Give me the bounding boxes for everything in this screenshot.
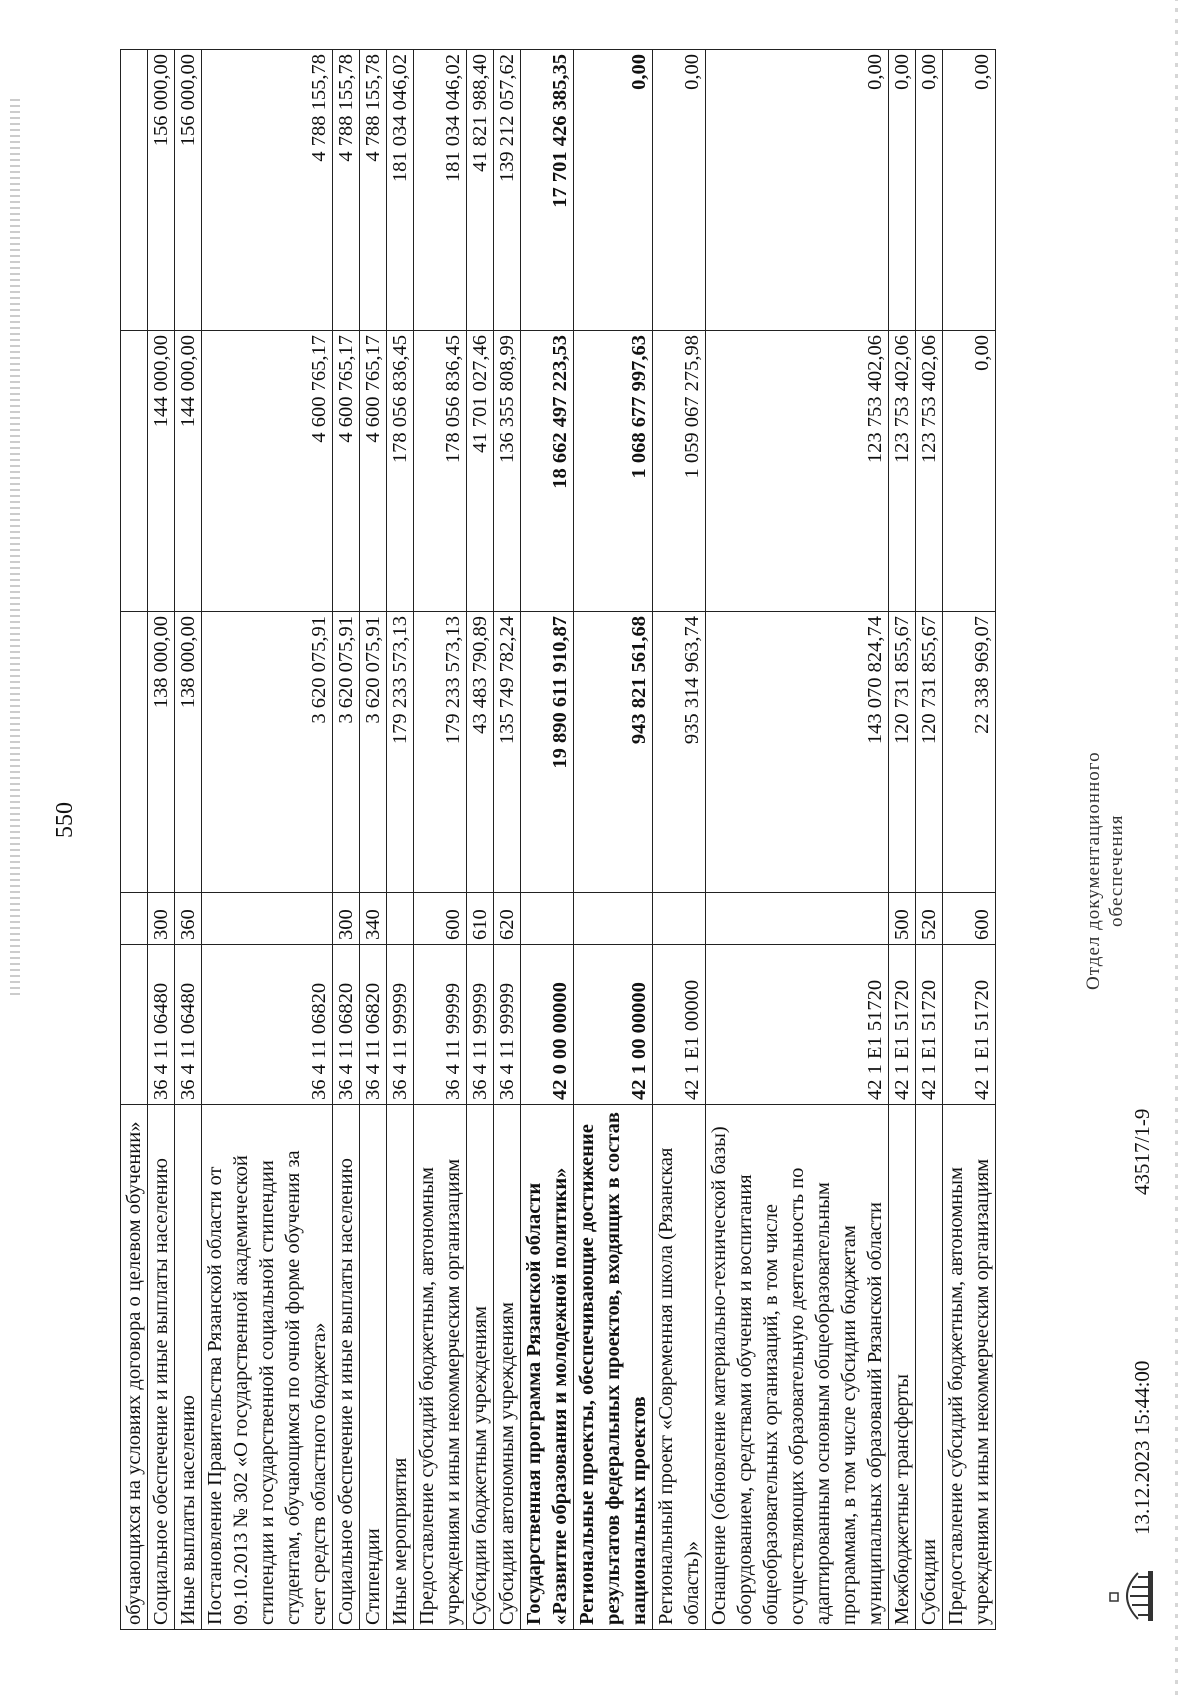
row-value-2025-cell: 123 753 402,06 — [706, 331, 889, 612]
row-value-2026-cell: 181 034 046,02 — [387, 50, 414, 331]
row-expense-type-cell: 600 — [414, 893, 467, 945]
row-value-2025-cell: 144 000,00 — [148, 331, 175, 612]
row-value-2024-cell: 3 620 075,91 — [202, 612, 333, 893]
table-row — [706, 50, 889, 1630]
table-row — [175, 50, 202, 1630]
row-expense-type-cell: 300 — [148, 893, 175, 945]
row-value-2026-cell: 0,00 — [706, 50, 889, 331]
row-code-cell: 36 4 11 99999 — [387, 945, 414, 1105]
row-name-cell: Стипендии — [360, 1105, 387, 1630]
stamp-line-1: Отдел документационного — [1083, 751, 1104, 990]
row-expense-type-cell: 520 — [916, 893, 943, 945]
row-expense-type-cell: 620 — [494, 893, 521, 945]
row-code-cell: 36 4 11 06820 — [360, 945, 387, 1105]
table-row — [333, 50, 360, 1630]
row-code-cell: 42 1 E1 51720 — [889, 945, 916, 1105]
table-row — [916, 50, 943, 1630]
row-name-cell: обучающихся на условиях договора о целевом обучении» — [121, 1105, 148, 1630]
row-name-cell: Региональные проекты, обеспечивающие достижение результатов федеральных проектов, входящих в состав национальных проектов — [574, 1105, 653, 1630]
row-name-cell: Региональный проект «Современная школа (Рязанская область)» — [653, 1105, 706, 1630]
table-row — [521, 50, 574, 1630]
row-name-cell: Иные выплаты населению — [175, 1105, 202, 1630]
row-value-2025-cell: 41 701 027,46 — [467, 331, 494, 612]
row-expense-type-cell: 300 — [333, 893, 360, 945]
row-value-2024-cell: 43 483 790,89 — [467, 612, 494, 893]
row-code-cell: 42 0 00 00000 — [521, 945, 574, 1105]
scan-artifact-top — [10, 95, 20, 995]
footer-document-id: 43517/1-9 — [1130, 1108, 1154, 1195]
table-row — [574, 50, 653, 1630]
table-row — [467, 50, 494, 1630]
table-row — [889, 50, 916, 1630]
row-value-2025-cell: 4 600 765,17 — [202, 331, 333, 612]
row-value-2026-cell: 0,00 — [889, 50, 916, 331]
row-code-cell: 42 1 00 00000 — [574, 945, 653, 1105]
row-name-cell: Социальное обеспечение и иные выплаты населению — [333, 1105, 360, 1630]
row-value-2024-cell: 179 233 573,13 — [414, 612, 467, 893]
row-expense-type-cell — [706, 893, 889, 945]
row-code-cell: 42 1 E1 51720 — [943, 945, 996, 1105]
row-value-2025-cell: 4 600 765,17 — [360, 331, 387, 612]
row-expense-type-cell — [387, 893, 414, 945]
row-value-2024-cell: 935 314 963,74 — [653, 612, 706, 893]
row-value-2026-cell: 0,00 — [943, 50, 996, 331]
row-value-2024-cell: 138 000,00 — [175, 612, 202, 893]
row-name-cell: Предоставление субсидий бюджетным, автономным учреждениям и иным некоммерческим организациям — [943, 1105, 996, 1630]
row-expense-type-cell: 500 — [889, 893, 916, 945]
row-code-cell: 42 1 E1 51720 — [706, 945, 889, 1105]
row-value-2024-cell: 19 890 611 910,87 — [521, 612, 574, 893]
row-value-2024-cell: 3 620 075,91 — [360, 612, 387, 893]
row-name-cell: Социальное обеспечение и иные выплаты населению — [148, 1105, 175, 1630]
page-number: 550 — [52, 802, 78, 838]
organization-logo-icon — [1108, 1565, 1158, 1627]
row-value-2026-cell: 4 788 155,78 — [202, 50, 333, 331]
row-code-cell: 42 1 E1 00000 — [653, 945, 706, 1105]
row-value-2024-cell: 943 821 561,68 — [574, 612, 653, 893]
table-row — [414, 50, 467, 1630]
row-name-cell: Межбюджетные трансферты — [889, 1105, 916, 1630]
row-expense-type-cell — [121, 893, 148, 945]
row-value-2025-cell: 123 753 402,06 — [916, 331, 943, 612]
row-value-2024-cell: 135 749 782,24 — [494, 612, 521, 893]
row-value-2026-cell: 181 034 046,02 — [414, 50, 467, 331]
row-expense-type-cell: 600 — [943, 893, 996, 945]
row-value-2025-cell: 0,00 — [943, 331, 996, 612]
row-code-cell: 36 4 11 99999 — [494, 945, 521, 1105]
row-value-2024-cell — [121, 612, 148, 893]
row-value-2025-cell — [121, 331, 148, 612]
row-value-2026-cell: 41 821 988,40 — [467, 50, 494, 331]
row-value-2026-cell: 0,00 — [653, 50, 706, 331]
row-expense-type-cell: 610 — [467, 893, 494, 945]
row-value-2025-cell: 178 056 836,45 — [387, 331, 414, 612]
row-value-2024-cell: 138 000,00 — [148, 612, 175, 893]
table-row — [202, 50, 333, 1630]
row-value-2024-cell: 3 620 075,91 — [333, 612, 360, 893]
stamp-line-2: обеспечения — [1106, 814, 1127, 927]
table-row — [494, 50, 521, 1630]
row-name-cell: Оснащение (обновление материально-технической базы) оборудованием, средствами обучения и воспитания общеобразовательных организаций, в том числе осуществляющих образовательную деятельность по адаптированным основным общеобразовательным программам, в том числе субсидии бюджетам муниципальных образований Рязанской области — [706, 1105, 889, 1630]
row-code-cell: 42 1 E1 51720 — [916, 945, 943, 1105]
row-value-2026-cell: 4 788 155,78 — [333, 50, 360, 331]
row-value-2025-cell: 4 600 765,17 — [333, 331, 360, 612]
row-value-2024-cell: 120 731 855,67 — [916, 612, 943, 893]
table-row — [360, 50, 387, 1630]
row-value-2024-cell: 179 233 573,13 — [387, 612, 414, 893]
table-row — [653, 50, 706, 1630]
row-name-cell: Субсидии автономным учреждениям — [494, 1105, 521, 1630]
row-code-cell: 36 4 11 99999 — [467, 945, 494, 1105]
row-value-2025-cell: 18 662 497 223,53 — [521, 331, 574, 612]
row-value-2024-cell: 120 731 855,67 — [889, 612, 916, 893]
row-value-2026-cell — [121, 50, 148, 331]
row-value-2026-cell: 0,00 — [574, 50, 653, 331]
row-name-cell: Субсидии бюджетным учреждениям — [467, 1105, 494, 1630]
row-name-cell: Иные мероприятия — [387, 1105, 414, 1630]
row-value-2025-cell: 178 056 836,45 — [414, 331, 467, 612]
department-stamp — [1082, 751, 1128, 990]
row-value-2024-cell: 22 338 969,07 — [943, 612, 996, 893]
row-code-cell: 36 4 11 99999 — [414, 945, 467, 1105]
row-expense-type-cell: 360 — [175, 893, 202, 945]
row-value-2025-cell: 123 753 402,06 — [889, 331, 916, 612]
row-code-cell: 36 4 11 06820 — [333, 945, 360, 1105]
row-code-cell: 36 4 11 06480 — [148, 945, 175, 1105]
row-expense-type-cell — [202, 893, 333, 945]
row-value-2025-cell: 1 059 067 275,98 — [653, 331, 706, 612]
row-value-2026-cell: 4 788 155,78 — [360, 50, 387, 331]
row-expense-type-cell: 340 — [360, 893, 387, 945]
row-expense-type-cell — [521, 893, 574, 945]
budget-table — [120, 49, 996, 1630]
row-expense-type-cell — [653, 893, 706, 945]
footer-datetime: 13.12.2023 15:44:00 — [1130, 1360, 1154, 1535]
row-value-2025-cell: 144 000,00 — [175, 331, 202, 612]
row-value-2026-cell: 139 212 057,62 — [494, 50, 521, 331]
row-code-cell — [121, 945, 148, 1105]
row-value-2025-cell: 1 068 677 997,63 — [574, 331, 653, 612]
row-value-2026-cell: 0,00 — [916, 50, 943, 331]
row-value-2026-cell: 156 000,00 — [175, 50, 202, 331]
row-code-cell: 36 4 11 06820 — [202, 945, 333, 1105]
row-name-cell: Государственная программа Рязанской области «Развитие образования и молодежной политики» — [521, 1105, 574, 1630]
row-value-2024-cell: 143 070 824,74 — [706, 612, 889, 893]
row-value-2026-cell: 156 000,00 — [148, 50, 175, 331]
table-row — [148, 50, 175, 1630]
row-name-cell: Субсидии — [916, 1105, 943, 1630]
table-row — [387, 50, 414, 1630]
row-name-cell: Предоставление субсидий бюджетным, автономным учреждениям и иным некоммерческим организациям — [414, 1105, 467, 1630]
row-code-cell: 36 4 11 06480 — [175, 945, 202, 1105]
row-name-cell: Постановление Правительства Рязанской области от 09.10.2013 № 302 «О государственной академической стипендии и государственной социальной стипендии студентам, обучающимся по очной форме обучения за счет средств областного бюджета» — [202, 1105, 333, 1630]
scan-artifact-bottom — [1175, 0, 1178, 1695]
table-row — [121, 50, 148, 1630]
row-value-2025-cell: 136 355 808,99 — [494, 331, 521, 612]
row-expense-type-cell — [574, 893, 653, 945]
row-value-2026-cell: 17 701 426 385,35 — [521, 50, 574, 331]
table-row — [943, 50, 996, 1630]
